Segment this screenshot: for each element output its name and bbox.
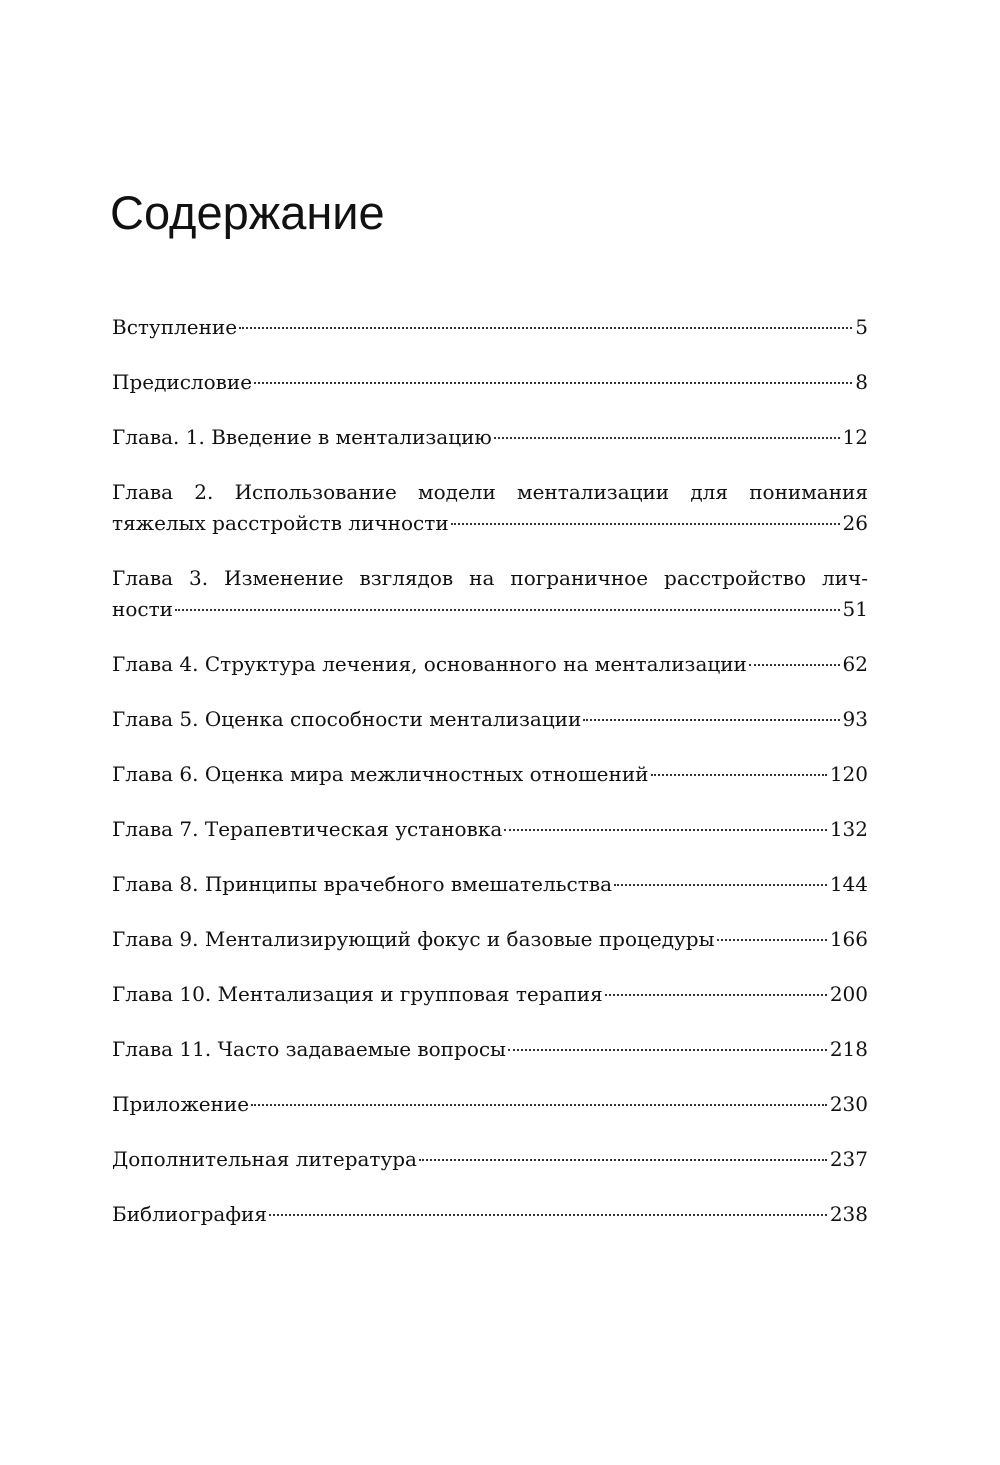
toc-entry-title: Глава 11. Часто задаваемые вопросы xyxy=(112,1037,506,1061)
toc-entry-chapter-5 xyxy=(112,704,868,735)
toc-entry-title: Приложение xyxy=(112,1092,250,1116)
toc-row xyxy=(112,312,868,343)
toc-dot-leader xyxy=(651,774,827,776)
toc-row xyxy=(112,422,868,453)
toc-page-number: 62 xyxy=(842,652,868,676)
toc-entry-title: Дополнительная литература xyxy=(112,1147,417,1171)
toc-entry-introduction xyxy=(112,312,868,343)
toc-entry-chapter-2 xyxy=(112,477,868,539)
table-of-contents xyxy=(112,312,868,1254)
toc-page-number: 166 xyxy=(829,927,868,951)
toc-entry-title: Глава 8. Принципы врачебного вмешательства xyxy=(112,872,612,896)
toc-entry-title: Глава. 1. Введение в ментализацию xyxy=(112,425,492,449)
toc-page-number: 238 xyxy=(829,1202,868,1226)
toc-row xyxy=(112,869,868,900)
toc-dot-leader xyxy=(749,664,840,666)
toc-dot-leader xyxy=(508,1049,827,1051)
toc-entry-title: Глава 7. Терапевтическая установка xyxy=(112,817,503,841)
toc-entry-appendix xyxy=(112,1089,868,1120)
toc-entry-title-line1: Глава 2. Использование модели ментализации для понимания xyxy=(112,480,868,504)
toc-row xyxy=(112,814,868,845)
toc-entry-chapter-4 xyxy=(112,649,868,680)
toc-dot-leader xyxy=(251,1104,827,1106)
toc-entry-title: Вступление xyxy=(112,315,238,339)
toc-page-number: 8 xyxy=(855,370,868,394)
toc-entry-title-line1: Глава 3. Изменение взглядов на пограничное расстройство лич- xyxy=(112,566,868,590)
toc-entry-bibliography xyxy=(112,1199,868,1230)
toc-entry-title: Глава 5. Оценка способности ментализации xyxy=(112,707,582,731)
toc-page-number: 230 xyxy=(829,1092,868,1116)
toc-dot-leader xyxy=(175,609,840,611)
toc-entry-chapter-7 xyxy=(112,814,868,845)
toc-row xyxy=(112,508,868,539)
toc-row xyxy=(112,1034,868,1065)
toc-page-number: 132 xyxy=(829,817,868,841)
toc-page-number: 120 xyxy=(829,762,868,786)
toc-dot-leader xyxy=(419,1159,827,1161)
toc-entry-chapter-6 xyxy=(112,759,868,790)
toc-page-number: 5 xyxy=(855,315,868,339)
toc-row xyxy=(112,1199,868,1230)
toc-entry-chapter-11 xyxy=(112,1034,868,1065)
toc-entry-chapter-10 xyxy=(112,979,868,1010)
toc-row xyxy=(112,1144,868,1175)
toc-entry-chapter-8 xyxy=(112,869,868,900)
toc-entry-preface xyxy=(112,367,868,398)
toc-page-number: 218 xyxy=(829,1037,868,1061)
toc-page-number: 93 xyxy=(842,707,868,731)
toc-row xyxy=(112,979,868,1010)
toc-entry-title: Глава 9. Ментализирующий фокус и базовые процедуры xyxy=(112,927,715,951)
toc-dot-leader xyxy=(717,939,827,941)
toc-page-number: 237 xyxy=(829,1147,868,1171)
toc-row xyxy=(112,924,868,955)
toc-entry-title: Глава 6. Оценка мира межличностных отношений xyxy=(112,762,649,786)
toc-entry-chapter-9 xyxy=(112,924,868,955)
toc-row xyxy=(112,594,868,625)
toc-row xyxy=(112,759,868,790)
toc-dot-leader xyxy=(504,829,827,831)
toc-entry-further-reading xyxy=(112,1144,868,1175)
toc-page-number: 12 xyxy=(842,425,868,449)
toc-dot-leader xyxy=(239,327,852,329)
toc-row xyxy=(112,649,868,680)
toc-entry-chapter-3 xyxy=(112,563,868,625)
toc-page-number: 51 xyxy=(842,597,868,621)
toc-entry-title: Предисловие xyxy=(112,370,253,394)
toc-entry-title: Глава 10. Ментализация и групповая терапия xyxy=(112,982,603,1006)
toc-entry-title: Глава 4. Структура лечения, основанного на ментализации xyxy=(112,652,747,676)
toc-entry-chapter-1 xyxy=(112,422,868,453)
toc-dot-leader xyxy=(269,1214,827,1216)
toc-entry-title-line2: тяжелых расстройств личности xyxy=(112,511,449,535)
toc-dot-leader xyxy=(494,437,840,439)
toc-row xyxy=(112,704,868,735)
toc-dot-leader xyxy=(451,523,840,525)
page-title: Содержание xyxy=(110,186,385,239)
toc-dot-leader xyxy=(614,884,827,886)
toc-dot-leader xyxy=(605,994,827,996)
toc-entry-title-line2: ности xyxy=(112,597,173,621)
toc-dot-leader xyxy=(254,382,852,384)
toc-page-number: 144 xyxy=(829,872,868,896)
toc-dot-leader xyxy=(583,719,839,721)
toc-row xyxy=(112,1089,868,1120)
toc-entry-title: Библиография xyxy=(112,1202,267,1226)
toc-row xyxy=(112,367,868,398)
toc-page-number: 200 xyxy=(829,982,868,1006)
toc-page-number: 26 xyxy=(842,511,868,535)
